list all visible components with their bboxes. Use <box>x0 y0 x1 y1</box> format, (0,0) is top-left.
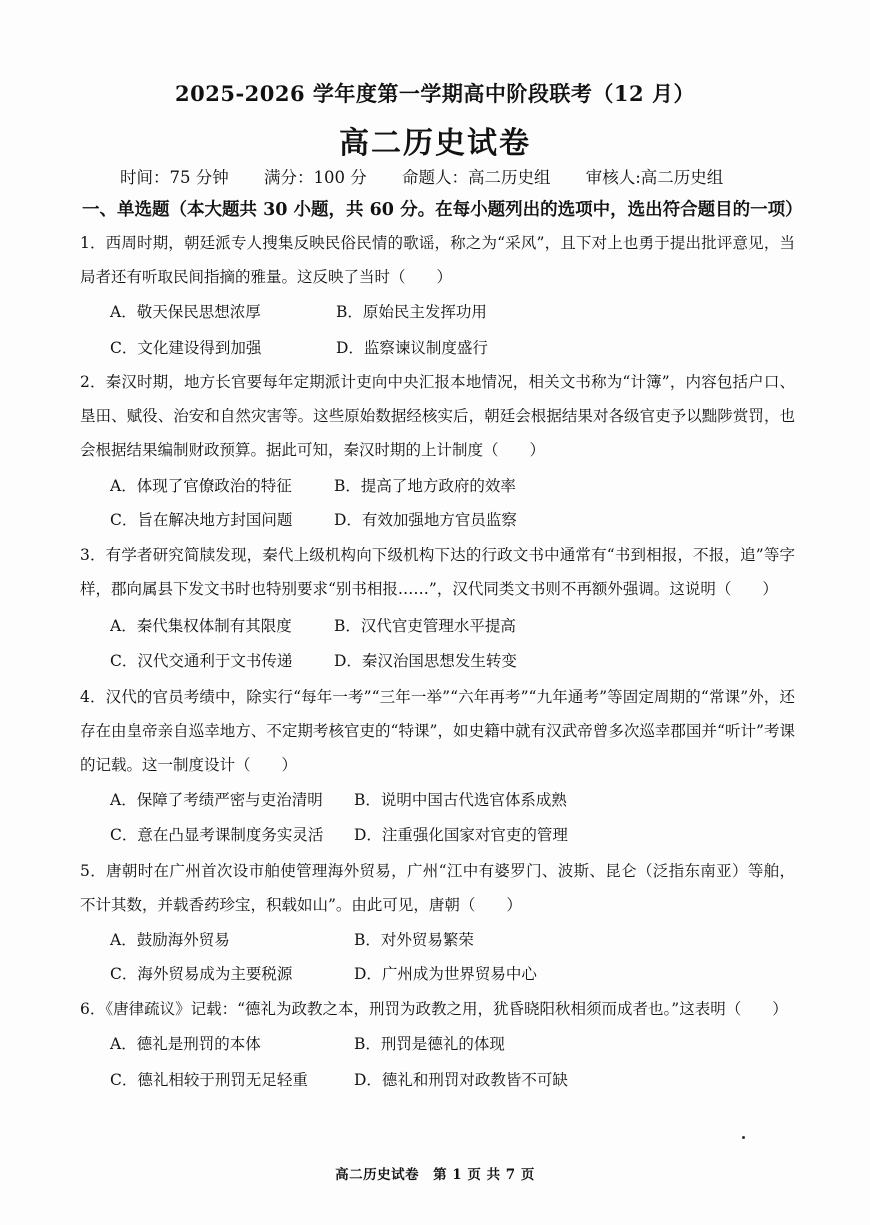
question-6-stem: 6．《唐律疏议》记载：“德礼为政教之本，刑罚为政教之用，犹昏晓阳秋相须而成者也。”这表明（ ） <box>80 1000 788 1018</box>
question-4-option-b: B．说明中国古代选官体系成熟 <box>354 791 567 809</box>
question-4-option-c: C．意在凸显考课制度务实灵活 <box>110 826 324 844</box>
exam-author: 命题人：高二历史组 <box>402 168 551 187</box>
page-footer: 高二历史试卷 第 1 页 共 7 页 <box>335 1167 535 1183</box>
exam-title: 2025-2026 学年度第一学期高中阶段联考（12 月） <box>175 81 695 106</box>
question-5-option-c: C．海外贸易成为主要税源 <box>110 965 293 983</box>
question-3-option-d: D．秦汉治国思想发生转变 <box>334 652 517 670</box>
question-2-stem: 2．秦汉时期，地方长官要每年定期派计吏向中央汇报本地情况，相关文书称为“计簿”，内容包括户口、垦田、赋役、治安和自然灾害等。这些原始数据经核实后，朝廷会根据结果对各级官吏予以黜陟赏罚，也会根据结果编制财政预算。据此可知，秦汉时期的上计制度（ ） <box>80 373 795 459</box>
question-3-option-c: C．汉代交通利于文书传递 <box>110 652 293 670</box>
question-6-option-d: D．德礼和刑罚对政教皆不可缺 <box>354 1071 568 1089</box>
question-4-stem: 4．汉代的官员考绩中，除实行“每年一考”“三年一举”“六年再考”“九年通考”等固定周期的“常课”外，还存在由皇帝亲自巡幸地方、不定期考核官吏的“特课”，如史籍中就有汉武帝曾多次巡幸郡国并“听计”考课的记载。这一制度设计（ ） <box>80 688 795 774</box>
exam-subject-title: 高二历史试卷 <box>339 126 531 161</box>
exam-time: 时间：75 分钟 <box>120 168 229 187</box>
section-title: 一、单选题（本大题共 30 小题，共 60 分。在每小题列出的选项中，选出符合题目的一项） <box>82 200 803 220</box>
question-1-option-c: C．文化建设得到加强 <box>110 339 262 357</box>
question-5-option-d: D．广州成为世界贸易中心 <box>354 965 537 983</box>
exam-score: 满分：100 分 <box>264 168 367 187</box>
question-5-option-b: B．对外贸易繁荣 <box>354 931 474 949</box>
question-5-stem: 5．唐朝时在广州首次设市舶使管理海外贸易，广州“江中有婆罗门、波斯、昆仑（泛指东南亚）等舶，不计其数，并载香药珍宝，积载如山”。由此可见，唐朝（ ） <box>80 862 795 914</box>
question-1-stem: 1．西周时期，朝廷派专人搜集反映民俗民情的歌谣，称之为“采风”，且下对上也勇于提出批评意见，当局者还有听取民间指摘的雅量。这反映了当时（ ） <box>80 234 795 286</box>
question-4-option-a: A．保障了考绩严密与吏治清明 <box>110 791 323 809</box>
question-6-option-a: A．德礼是刑罚的本体 <box>110 1035 261 1053</box>
question-3-stem: 3．有学者研究简牍发现，秦代上级机构向下级机构下达的行政文书中通常有“书到相报，不报，追”等字样，郡向属县下发文书时也特别要求“别书相报……”，汉代同类文书则不再额外强调。这说明（ ） <box>80 546 795 598</box>
exam-reviewer: 审核人:高二历史组 <box>585 168 724 187</box>
question-1-option-b: B．原始民主发挥功用 <box>336 303 487 321</box>
question-6-option-b: B．刑罚是德礼的体现 <box>354 1035 505 1053</box>
question-3-option-a: A．秦代集权体制有其限度 <box>110 617 292 635</box>
question-1-option-d: D．监察谏议制度盛行 <box>336 339 488 357</box>
question-2-option-b: B．提高了地方政府的效率 <box>334 477 516 495</box>
question-3-option-b: B．汉代官吏管理水平提高 <box>334 617 516 635</box>
question-6-option-c: C．德礼相较于刑罚无足轻重 <box>110 1071 308 1089</box>
question-1-option-a: A．敬天保民思想浓厚 <box>110 303 261 321</box>
question-4-option-d: D．注重强化国家对官吏的管理 <box>354 826 568 844</box>
question-2-option-a: A．体现了官僚政治的特征 <box>110 477 292 495</box>
question-2-option-d: D．有效加强地方官员监察 <box>334 511 517 529</box>
scan-speck <box>742 1136 745 1139</box>
question-5-option-a: A．鼓励海外贸易 <box>110 931 230 949</box>
question-2-option-c: C．旨在解决地方封国问题 <box>110 511 293 529</box>
exam-meta <box>120 164 753 188</box>
